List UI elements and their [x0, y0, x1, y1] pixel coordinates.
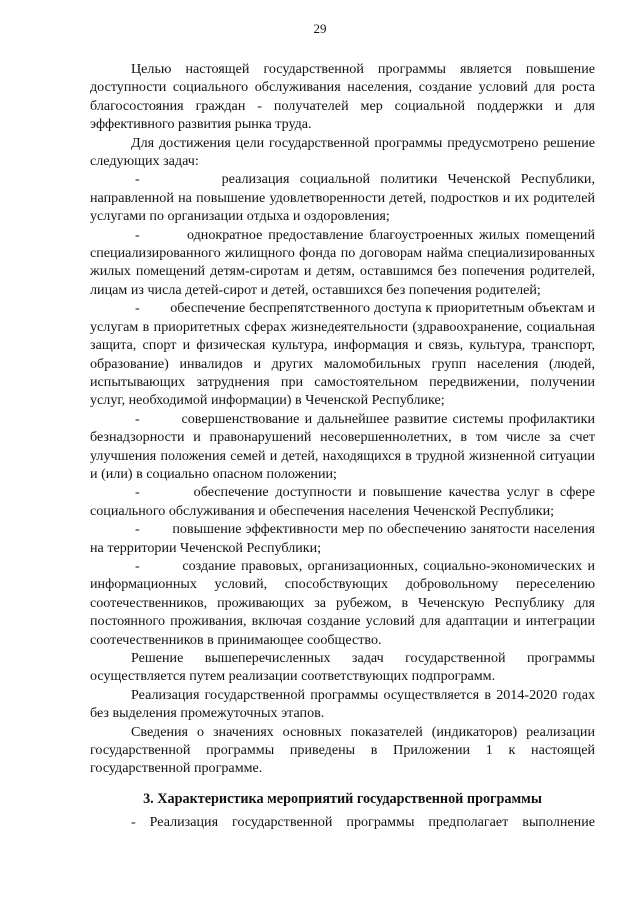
task-item: - создание правовых, организационных, социально-экономических и информационных условий, способствующих добровольному переселению соотечественников, проживающих за рубежом, в Чеченскую Республику для постоянного проживания, включая создание условий для адаптации и интеграции соотечественников в принимающее сообщество.: [90, 557, 595, 648]
task-item: - обеспечение беспрепятственного доступа к приоритетным объектам и услугам в приоритетных сферах жизнедеятельности (здравоохранение, социальная защита, спорт и физическая культура, информация и связь, культура, транспорт, образование) инвалидов и других маломобильных групп населения (людей, испытывающих затруднения при самостоятельном передвижении, получении услуг, необходимой информации) в Чеченской Республике;: [90, 300, 595, 409]
section-heading: 3. Характеристика мероприятий государственной программы: [143, 791, 542, 807]
task-item: - однократное предоставление благоустроенных жилых помещений специализированного жилищного фонда по договорам найма специализированных жилых помещений детям-сиротам и детям, оставшимся без попечения родителей, лицам из числа детей-сирот и детей, оставшихся без попечения родителей;: [90, 226, 595, 298]
task-item: - повышение эффективности мер по обеспечению занятости населения на территории Чеченской Республики;: [90, 521, 595, 556]
paragraph-goal: Целью настоящей государственной программы является повышение доступности социального обслуживания населения, создание условий для роста благосостояния граждан - получателей мер социальной поддержки и для эффективного развития рынка труда.: [90, 61, 595, 133]
paragraph-period: Реализация государственной программы осуществляется в 2014-2020 годах без выделения промежуточных этапов.: [90, 686, 595, 722]
task-item: - совершенствование и дальнейшее развитие системы профилактики безнадзорности и правонарушений несовершеннолетних, в том числе за счет улучшения положения семей и детей, находящихся в трудной жизненной ситуации и (или) в социально опасном положении;: [90, 410, 595, 482]
body-text: [90, 60, 595, 778]
task-item: - обеспечение доступности и повышение качества услуг в сфере социального обслуживания и обеспечения населения Чеченской Республики;: [90, 484, 595, 519]
paragraph-continuation: - Реализация государственной программы предполагает выполнение: [131, 814, 595, 830]
page-number: 29: [313, 21, 327, 36]
paragraph-indicators: Сведения о значениях основных показателей (индикаторов) реализации государственной программы приведены в Приложении 1 к настоящей государственной программе.: [90, 723, 595, 777]
paragraph-subprograms: Решение вышеперечисленных задач государственной программы осуществляется путем реализации соответствующих подпрограмм.: [90, 650, 595, 685]
task-item: - реализация социальной политики Чеченской Республики, направленной на повышение удовлетворенности детей, подростков и их родителей услугами по организации отдыха и оздоровления;: [90, 171, 595, 225]
paragraph-tasks-intro: Для достижения цели государственной программы предусмотрено решение следующих задач:: [90, 134, 595, 170]
